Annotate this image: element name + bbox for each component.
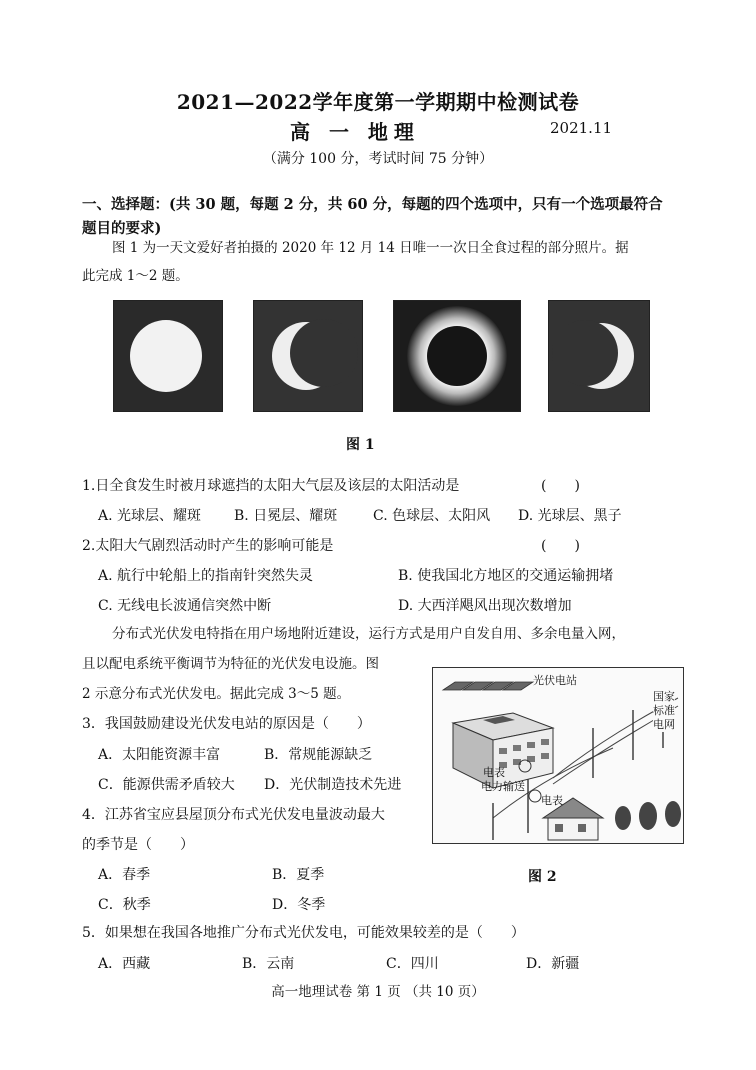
q3-option-d: D．光伏制造技术先进 (264, 777, 402, 793)
intro2-line3: 2 示意分布式光伏发电。据此完成 3～5 题。 (82, 686, 351, 702)
label-national-grid (653, 690, 675, 732)
exam-date: 2021.11 (550, 119, 613, 137)
q3-option-a: A．太阳能资源丰富 (98, 747, 221, 763)
q4-stem-line1: 4．江苏省宝应县屋顶分布式光伏发电量波动最大 (82, 807, 385, 823)
section-heading-line2: 题目的要求) (82, 220, 162, 237)
figure1-label: 图 1 (346, 437, 375, 453)
exam-subject: 高 一 地理 (290, 120, 420, 144)
intro-line2: 此完成 1～2 题。 (82, 268, 189, 284)
q2-option-c: C. 无线电长波通信突然中断 (98, 598, 272, 614)
eclipse-photo-4 (548, 300, 650, 412)
q2-option-d: D. 大西洋飓风出现次数增加 (398, 598, 572, 614)
q4-option-d: D．冬季 (272, 897, 326, 913)
page-footer: 高一地理试卷 第 1 页 （共 10 页） (271, 984, 485, 1000)
q1-option-c: C. 色球层、太阳风 (373, 508, 491, 524)
exam-note: （满分 100 分，考试时间 75 分钟） (262, 151, 494, 167)
q2-option-b: B. 使我国北方地区的交通运输拥堵 (398, 568, 614, 584)
figure2-illustration (432, 667, 684, 844)
q3-option-c: C．能源供需矛盾较大 (98, 777, 235, 793)
q4-option-c: C．秋季 (98, 897, 151, 913)
exam-title: 2021—2022学年度第一学期期中检测试卷 (176, 90, 580, 114)
q4-option-a: A．春季 (98, 867, 151, 883)
q5-stem: 5．如果想在我国各地推广分布式光伏发电，可能效果较差的是（ ） (82, 925, 525, 941)
q5-option-b: B．云南 (242, 956, 295, 972)
eclipse-photo-2 (253, 300, 363, 412)
q5-option-d: D．新疆 (526, 956, 580, 972)
q2-stem: 2.太阳大气剧烈活动时产生的影响可能是 (82, 538, 334, 554)
q4-stem-line2: 的季节是（ ） (82, 837, 194, 853)
intro2-line1: 分布式光伏发电特指在用户场地附近建设，运行方式是用户自发自用、多余电量入网， (112, 626, 625, 642)
q1-option-b: B. 日冕层、耀斑 (234, 508, 338, 524)
intro2-line2: 且以配电系统平衡调节为特征的光伏发电设施。图 (82, 656, 379, 672)
q3-option-b: B．常规能源缺乏 (264, 747, 373, 763)
q3-stem: 3．我国鼓励建设光伏发电站的原因是（ ） (82, 716, 371, 732)
q1-blank: ( ) (541, 478, 580, 494)
q1-option-a: A. 光球层、耀斑 (98, 508, 202, 524)
intro-line1: 图 1 为一天文爱好者拍摄的 2020 年 12 月 14 日唯一一次日全食过程的部分照片。据 (112, 240, 629, 256)
label-solar-station: 光伏电站 (533, 674, 577, 687)
q5-option-a: A．西藏 (98, 956, 151, 972)
q4-option-b: B．夏季 (272, 867, 325, 883)
section-heading-line1: 一、选择题：(共 30 题，每题 2 分，共 60 分，每题的四个选项中，只有一个选项最符合 (82, 196, 663, 213)
label-grid-line2: 标准 (653, 704, 675, 717)
q5-options (0, 953, 756, 975)
eclipse-photo-1 (113, 300, 223, 412)
figure2-label: 图 2 (528, 869, 557, 885)
label-grid-line1: 国家 (653, 690, 675, 703)
label-grid-line3: 电网 (653, 718, 675, 731)
eclipse-photo-3 (393, 300, 521, 412)
q1-stem: 1.日全食发生时被月球遮挡的太阳大气层及该层的太阳活动是 (82, 478, 460, 494)
label-meter-2: 电表 (541, 794, 563, 807)
label-meter-1: 电表 (483, 766, 505, 779)
q5-option-c: C．四川 (386, 956, 439, 972)
q1-options (0, 505, 756, 527)
label-transmission: 电力输送 (481, 780, 525, 793)
q2-blank: ( ) (541, 538, 580, 554)
q2-option-a: A. 航行中轮船上的指南针突然失灵 (98, 568, 314, 584)
q1-option-d: D. 光球层、黑子 (518, 508, 622, 524)
